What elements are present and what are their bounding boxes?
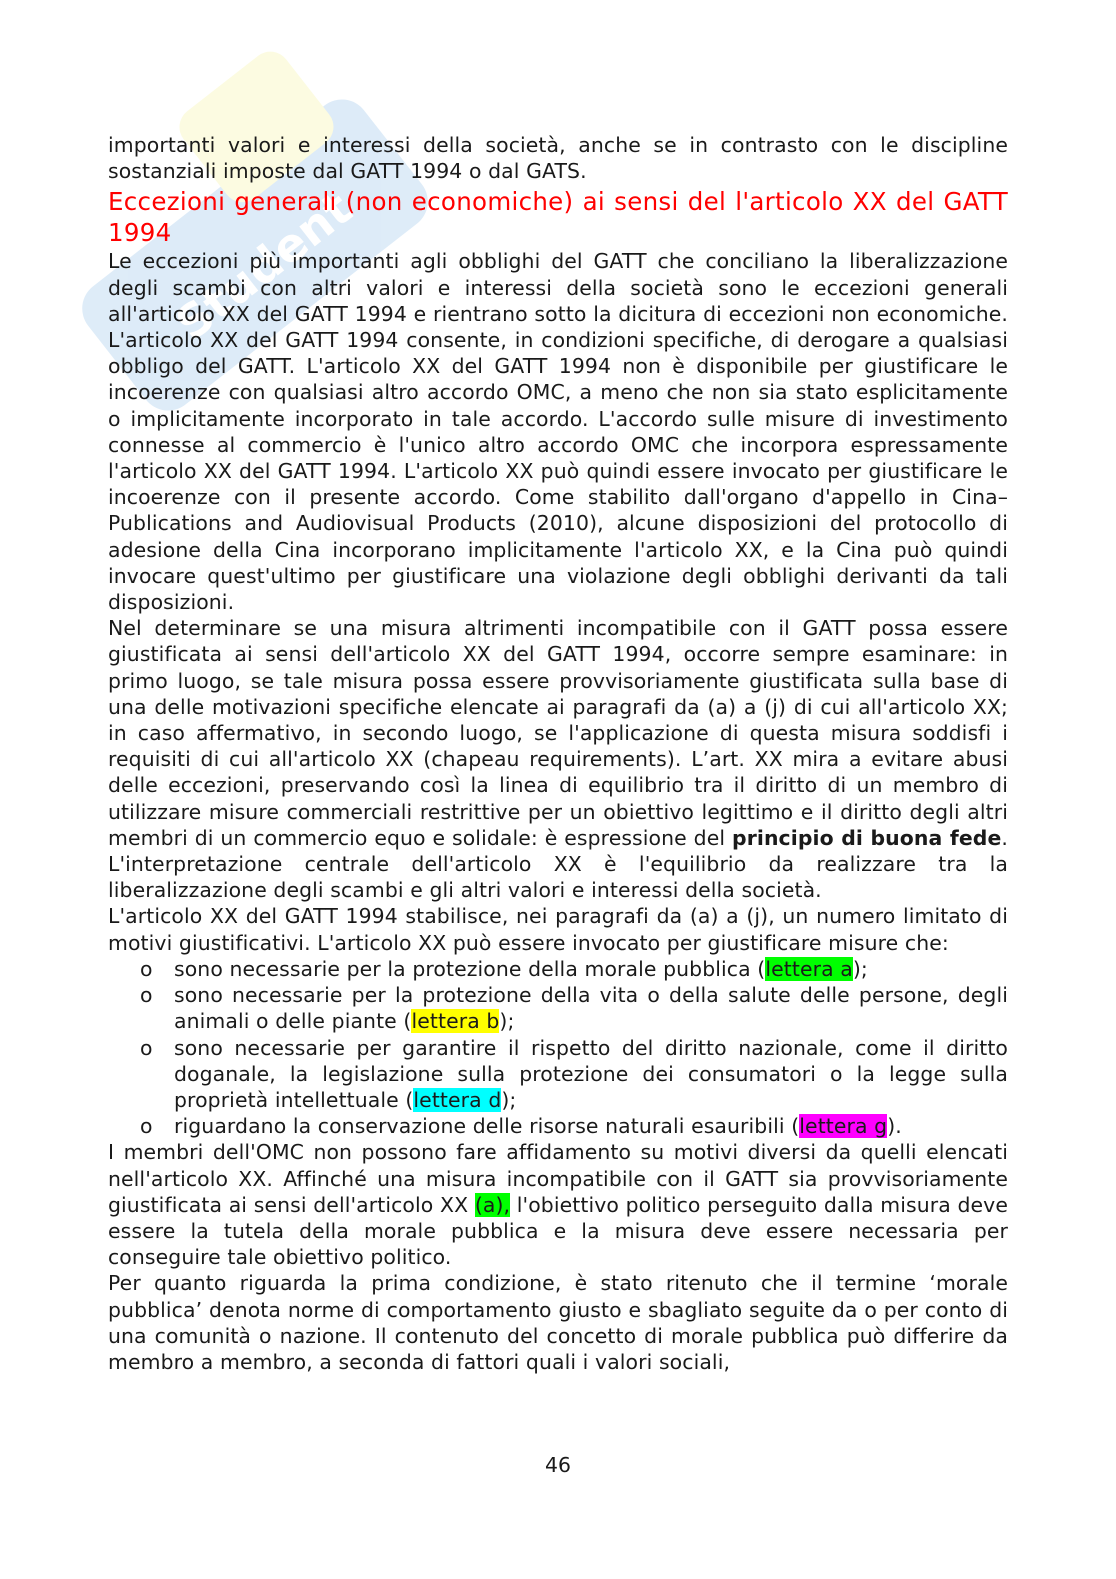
list-item-text: ); — [501, 1087, 517, 1112]
paragraph-general-exceptions: Le eccezioni più importanti agli obblighi del GATT che conciliano la liberalizzazione degli scambi con altri valori e interessi della società sono le eccezioni generali all'articolo XX del GATT 1994 e rientrano sotto la dicitura di eccezioni non economiche. L'articolo XX del GATT 1994 consente, in condizioni specifiche, di derogare a qualsiasi obbligo del GATT. L'articolo XX del GATT 1994 non è disponibile per giustificare le incoerenze con qualsiasi altro accordo OMC, a meno che non sia stato esplicitamente o implicitamente incorporato in tale accordo. L'accordo sulle misure di investimento connesse al commercio è l'unico altro accordo OMC che incorpora espressamente l'articolo XX del GATT 1994. L'articolo XX può quindi essere invocato per giustificare le incoerenze con il presente accordo. Come stabilito dall'organo d'appello in Cina–Publications and Audiovisual Products (2010), alcune disposizioni del protocollo di adesione della Cina incorporano implicitamente l'articolo XX, e la Cina può quindi invocare quest'ultimo per giustificare una violazione degli obblighi derivanti da tali disposizioni. — [108, 249, 1008, 615]
paragraph-public-morals: Per quanto riguarda la prima condizione, è stato ritenuto che il termine ‘morale pubblica’ denota norme di comportamento giusto e sbagliato seguite da o per conto di una comunità o nazione. Il contenuto del concetto di morale pubblica può differire da membro a membro, a seconda di fattori quali i valori sociali, — [108, 1271, 1008, 1374]
list-item-text: sono necessarie per la protezione della morale pubblica ( — [174, 956, 766, 981]
highlight-letter-b: lettera b — [411, 1009, 500, 1034]
paragraph-text: Nel determinare se una misura altrimenti incompatibile con il GATT possa essere giustificata ai sensi dell'articolo XX del GATT 1994, occorre sempre esaminare: in primo luogo, se tale misura possa essere provvisoriamente giustificata sulla base di una delle motivazioni specifiche elencate ai paragrafi da (a) a (j) di cui all'articolo XX; in caso affermativo, in secondo luogo, se l'applicazione di questa misura soddisfi i requisiti di cui all'articolo XX (chapeau requirements). L’art. XX mira a evitare abusi delle eccezioni, preservando così la linea di equilibrio tra il diritto di un membro di utilizzare misure commerciali restrittive per un obiettivo legittimo e il diritto degli altri membri di un commercio equo e solidale: è espressione del — [108, 616, 1008, 850]
bullet-marker: o — [140, 1035, 153, 1060]
document-body — [108, 132, 1008, 1375]
bold-principle: principio di buona fede — [732, 825, 1002, 850]
paragraph-other-grounds — [108, 1139, 1008, 1270]
page-number: 46 — [545, 1453, 571, 1477]
highlight-letter-a: lettera a — [765, 956, 853, 981]
watermark-text: Student — [165, 181, 362, 351]
paragraph-list-intro: L'articolo XX del GATT 1994 stabilisce, nei paragrafi da (a) a (j), un numero limitato di motivi giustificativi. L'articolo XX può essere invocato per giustificare misure che: — [108, 904, 1008, 955]
list-item-text: sono necessarie per la protezione della vita o della salute delle persone, degli animali o delle piante ( — [174, 983, 1008, 1034]
list-item-text: ); — [852, 956, 868, 981]
list-item-text: ); — [499, 1009, 515, 1034]
grounds-list — [108, 956, 1008, 1139]
highlight-a-reference: (a), — [474, 1192, 511, 1217]
paragraph-text: . L'interpretazione centrale dell'articolo XX è l'equilibrio da realizzare tra la liberalizzazione degli scambi e gli altri valori e interessi della società. — [108, 825, 1008, 903]
list-item-text: ). — [887, 1114, 902, 1139]
list-item-text: riguardano la conservazione delle risorse naturali esauribili ( — [174, 1114, 800, 1139]
highlight-letter-g: lettera g — [799, 1114, 888, 1139]
bullet-marker: o — [140, 956, 153, 981]
list-item — [108, 956, 1008, 982]
paragraph-text: I membri dell'OMC non possono fare affidamento su motivi diversi da quelli elencati nell'articolo XX. Affinché una misura incompatibile con il GATT sia provvisoriamente giustificata ai sensi dell'articolo XX — [108, 1140, 1008, 1217]
list-item — [108, 982, 1008, 1034]
paragraph-justification-test — [108, 615, 1008, 903]
list-item-text: sono necessarie per garantire il rispetto del diritto nazionale, come il diritto doganale, la legislazione sulla protezione dei consumatori o la legge sulla proprietà intellettuale ( — [174, 1035, 1008, 1112]
intro-paragraph: importanti valori e interessi della società, anche se in contrasto con le discipline sostanziali imposte dal GATT 1994 o dal GATS. — [108, 133, 1008, 184]
bullet-marker: o — [140, 983, 153, 1008]
list-item — [108, 1035, 1008, 1114]
section-heading: Eccezioni generali (non economiche) ai sensi del l'articolo XX del GATT 1994 — [108, 187, 1008, 248]
highlight-letter-d: lettera d — [413, 1087, 502, 1112]
list-item — [108, 1113, 1008, 1139]
paragraph-text: l'obiettivo politico perseguito dalla misura deve essere la tutela della morale pubblica e la misura deve essere necessaria per conseguire tale obiettivo politico. — [108, 1192, 1008, 1270]
bullet-marker: o — [140, 1114, 153, 1139]
